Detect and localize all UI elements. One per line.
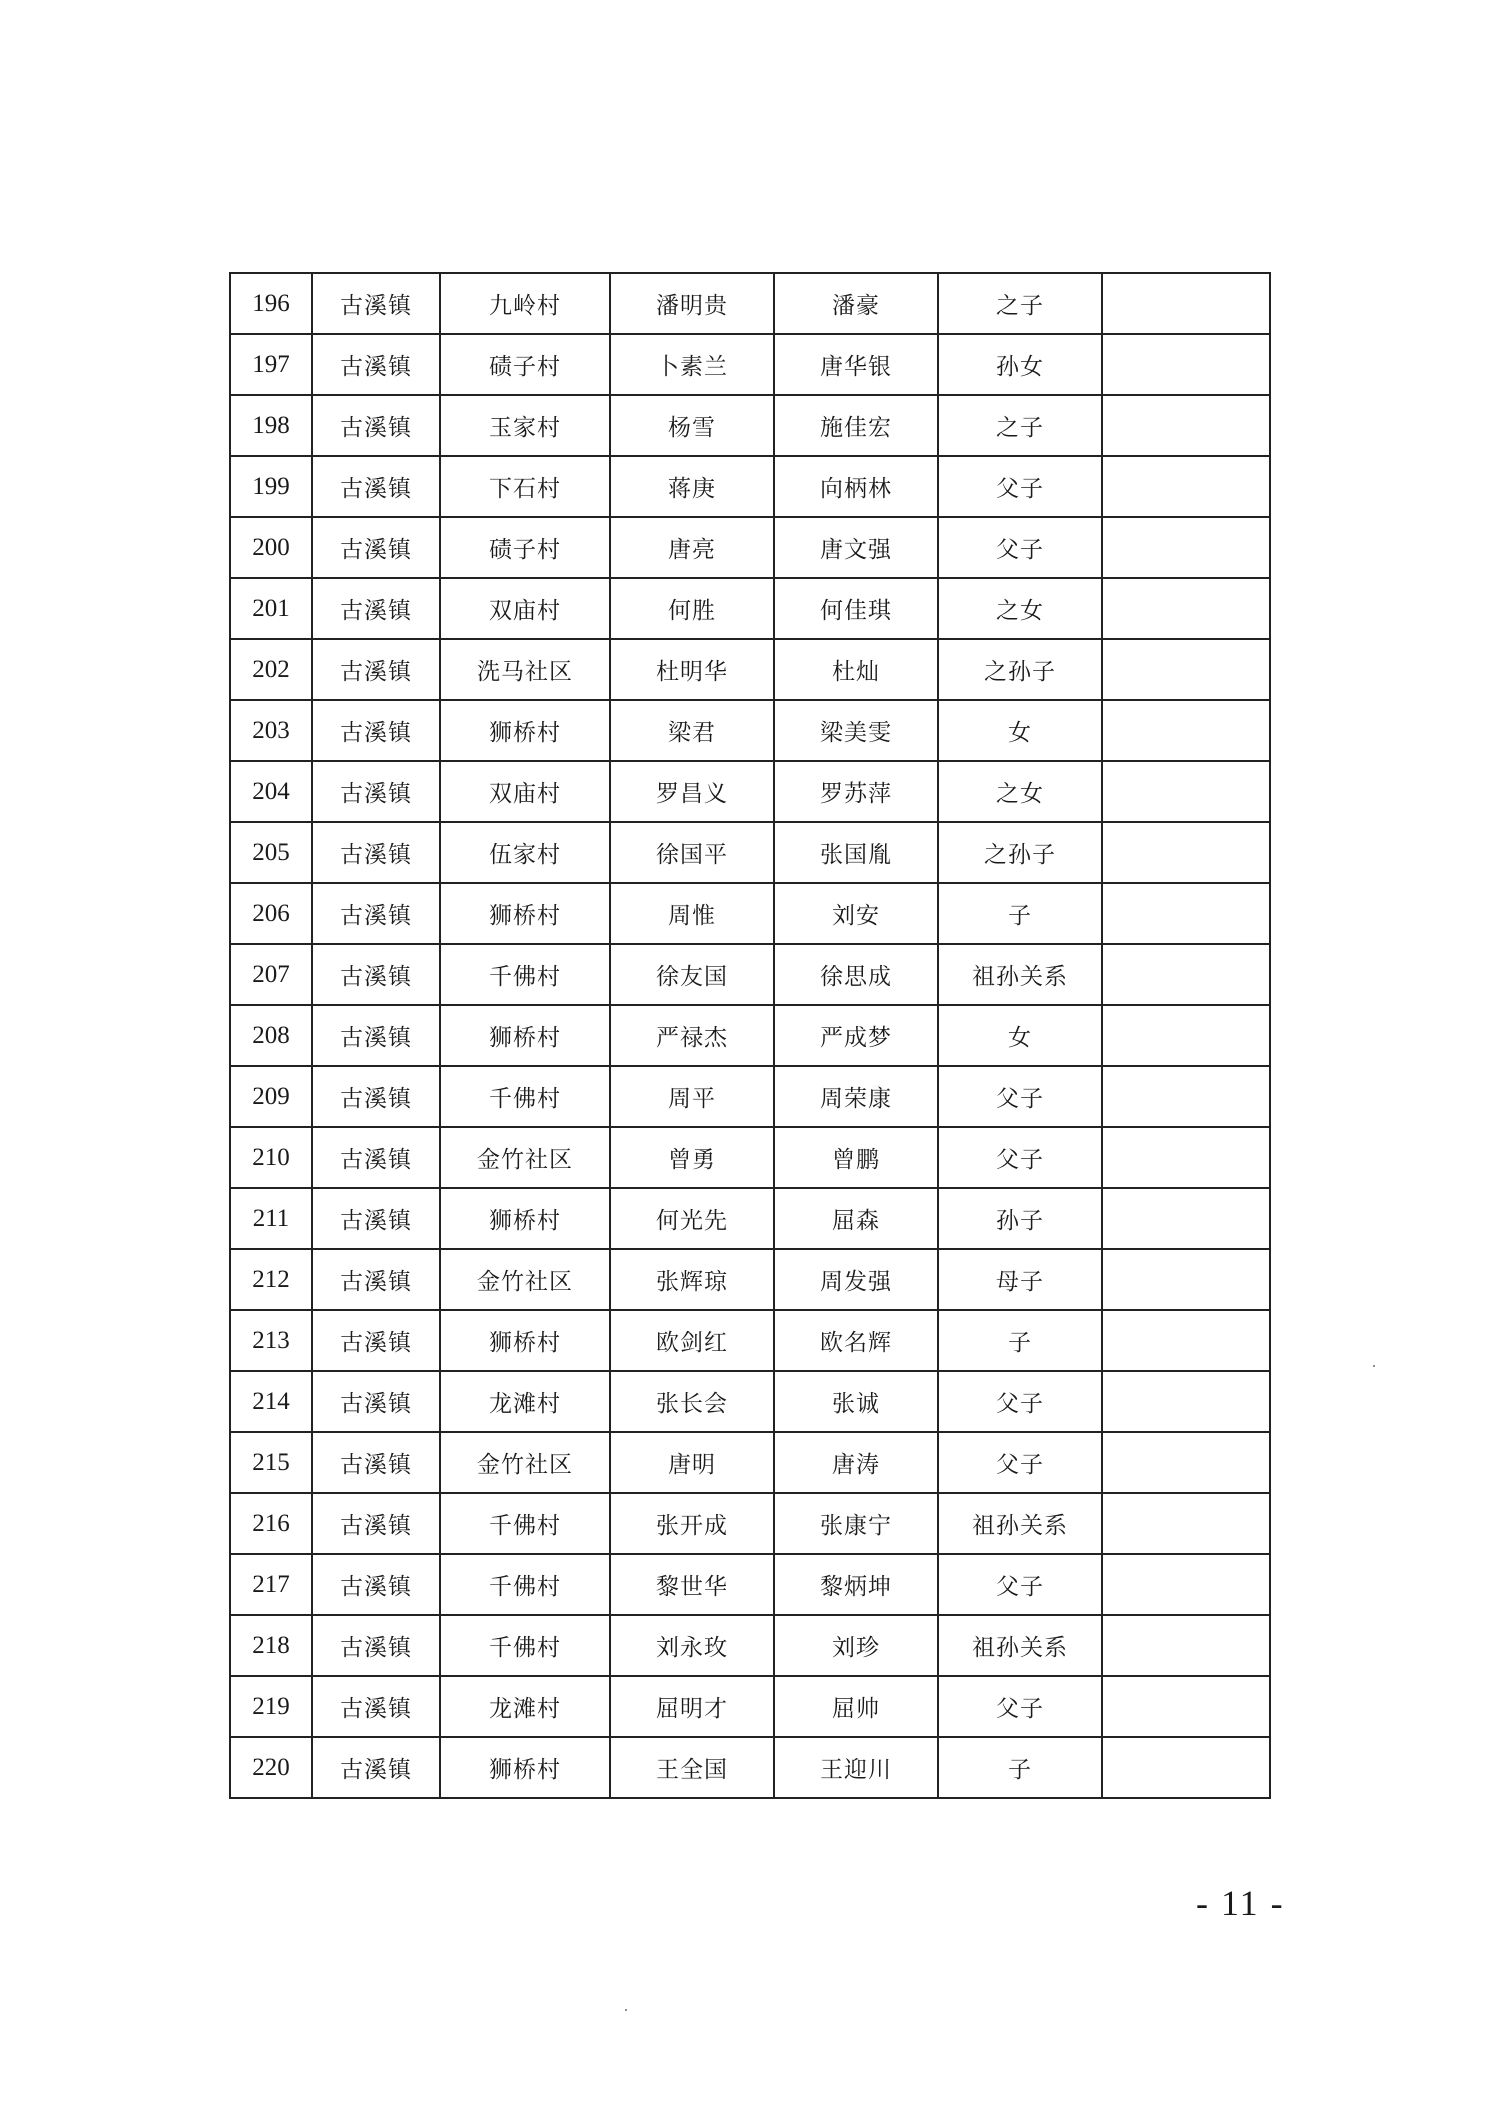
note-cell — [1102, 1615, 1270, 1676]
village-cell: 狮桥村 — [440, 700, 610, 761]
note-cell — [1102, 578, 1270, 639]
note-cell — [1102, 1554, 1270, 1615]
serial-number-cell: 198 — [230, 395, 312, 456]
relation-cell: 女 — [938, 700, 1102, 761]
serial-number-cell: 214 — [230, 1371, 312, 1432]
town-cell: 古溪镇 — [312, 1493, 440, 1554]
table-row — [230, 1432, 1270, 1493]
relative-name-cell: 屈帅 — [774, 1676, 938, 1737]
village-cell: 洗马社区 — [440, 639, 610, 700]
roster-table-body — [230, 273, 1270, 1798]
serial-number-cell: 213 — [230, 1310, 312, 1371]
table-row — [230, 1493, 1270, 1554]
village-cell: 碛子村 — [440, 334, 610, 395]
relative-name-cell: 徐思成 — [774, 944, 938, 1005]
person-name-cell: 潘明贵 — [610, 273, 774, 334]
table-row — [230, 1188, 1270, 1249]
relation-cell: 女 — [938, 1005, 1102, 1066]
roster-table-container — [229, 272, 1269, 1799]
table-row — [230, 1371, 1270, 1432]
village-cell: 狮桥村 — [440, 1737, 610, 1798]
person-name-cell: 曾勇 — [610, 1127, 774, 1188]
note-cell — [1102, 944, 1270, 1005]
relation-cell: 父子 — [938, 517, 1102, 578]
serial-number-cell: 212 — [230, 1249, 312, 1310]
town-cell: 古溪镇 — [312, 1554, 440, 1615]
note-cell — [1102, 517, 1270, 578]
relative-name-cell: 何佳琪 — [774, 578, 938, 639]
relative-name-cell: 严成梦 — [774, 1005, 938, 1066]
town-cell: 古溪镇 — [312, 1371, 440, 1432]
table-row — [230, 1676, 1270, 1737]
village-cell: 金竹社区 — [440, 1432, 610, 1493]
village-cell: 伍家村 — [440, 822, 610, 883]
village-cell: 龙滩村 — [440, 1676, 610, 1737]
relative-name-cell: 唐文强 — [774, 517, 938, 578]
relation-cell: 之子 — [938, 273, 1102, 334]
relative-name-cell: 张诚 — [774, 1371, 938, 1432]
relative-name-cell: 梁美雯 — [774, 700, 938, 761]
relative-name-cell: 黎炳坤 — [774, 1554, 938, 1615]
village-cell: 千佛村 — [440, 1493, 610, 1554]
note-cell — [1102, 273, 1270, 334]
person-name-cell: 卜素兰 — [610, 334, 774, 395]
relation-cell: 之女 — [938, 761, 1102, 822]
note-cell — [1102, 1371, 1270, 1432]
village-cell: 金竹社区 — [440, 1127, 610, 1188]
village-cell: 狮桥村 — [440, 1005, 610, 1066]
relative-name-cell: 唐涛 — [774, 1432, 938, 1493]
relative-name-cell: 刘安 — [774, 883, 938, 944]
table-row — [230, 761, 1270, 822]
village-cell: 千佛村 — [440, 1554, 610, 1615]
village-cell: 九岭村 — [440, 273, 610, 334]
town-cell: 古溪镇 — [312, 1127, 440, 1188]
relative-name-cell: 杜灿 — [774, 639, 938, 700]
person-name-cell: 何光先 — [610, 1188, 774, 1249]
note-cell — [1102, 456, 1270, 517]
town-cell: 古溪镇 — [312, 1737, 440, 1798]
note-cell — [1102, 1432, 1270, 1493]
note-cell — [1102, 1676, 1270, 1737]
note-cell — [1102, 395, 1270, 456]
note-cell — [1102, 334, 1270, 395]
serial-number-cell: 216 — [230, 1493, 312, 1554]
serial-number-cell: 215 — [230, 1432, 312, 1493]
relation-cell: 父子 — [938, 1554, 1102, 1615]
town-cell: 古溪镇 — [312, 700, 440, 761]
town-cell: 古溪镇 — [312, 1066, 440, 1127]
relative-name-cell: 周荣康 — [774, 1066, 938, 1127]
table-row — [230, 1310, 1270, 1371]
serial-number-cell: 219 — [230, 1676, 312, 1737]
person-name-cell: 杨雪 — [610, 395, 774, 456]
relative-name-cell: 周发强 — [774, 1249, 938, 1310]
person-name-cell: 唐明 — [610, 1432, 774, 1493]
serial-number-cell: 199 — [230, 456, 312, 517]
serial-number-cell: 220 — [230, 1737, 312, 1798]
serial-number-cell: 209 — [230, 1066, 312, 1127]
relation-cell: 子 — [938, 883, 1102, 944]
note-cell — [1102, 1493, 1270, 1554]
table-row — [230, 700, 1270, 761]
relation-cell: 父子 — [938, 1066, 1102, 1127]
town-cell: 古溪镇 — [312, 639, 440, 700]
table-row — [230, 883, 1270, 944]
serial-number-cell: 210 — [230, 1127, 312, 1188]
relation-cell: 之女 — [938, 578, 1102, 639]
table-row — [230, 578, 1270, 639]
serial-number-cell: 218 — [230, 1615, 312, 1676]
town-cell: 古溪镇 — [312, 1432, 440, 1493]
village-cell: 狮桥村 — [440, 1188, 610, 1249]
serial-number-cell: 207 — [230, 944, 312, 1005]
serial-number-cell: 204 — [230, 761, 312, 822]
table-row — [230, 395, 1270, 456]
town-cell: 古溪镇 — [312, 822, 440, 883]
table-row — [230, 1737, 1270, 1798]
serial-number-cell: 211 — [230, 1188, 312, 1249]
serial-number-cell: 205 — [230, 822, 312, 883]
village-cell: 千佛村 — [440, 944, 610, 1005]
table-row — [230, 1127, 1270, 1188]
person-name-cell: 唐亮 — [610, 517, 774, 578]
serial-number-cell: 201 — [230, 578, 312, 639]
relation-cell: 父子 — [938, 456, 1102, 517]
page-number: - 11 - — [1196, 1883, 1285, 1923]
table-row — [230, 1249, 1270, 1310]
person-name-cell: 黎世华 — [610, 1554, 774, 1615]
table-row — [230, 334, 1270, 395]
relation-cell: 父子 — [938, 1127, 1102, 1188]
scan-speck — [625, 2009, 627, 2011]
serial-number-cell: 217 — [230, 1554, 312, 1615]
person-name-cell: 徐国平 — [610, 822, 774, 883]
relative-name-cell: 曾鹏 — [774, 1127, 938, 1188]
relative-name-cell: 张康宁 — [774, 1493, 938, 1554]
scan-speck — [1373, 1365, 1375, 1367]
person-name-cell: 何胜 — [610, 578, 774, 639]
relative-name-cell: 潘豪 — [774, 273, 938, 334]
town-cell: 古溪镇 — [312, 1615, 440, 1676]
village-cell: 狮桥村 — [440, 883, 610, 944]
person-name-cell: 杜明华 — [610, 639, 774, 700]
person-name-cell: 周惟 — [610, 883, 774, 944]
person-name-cell: 蒋庚 — [610, 456, 774, 517]
village-cell: 龙滩村 — [440, 1371, 610, 1432]
relative-name-cell: 向柄林 — [774, 456, 938, 517]
serial-number-cell: 202 — [230, 639, 312, 700]
note-cell — [1102, 1249, 1270, 1310]
serial-number-cell: 203 — [230, 700, 312, 761]
person-name-cell: 罗昌义 — [610, 761, 774, 822]
person-name-cell: 张开成 — [610, 1493, 774, 1554]
serial-number-cell: 200 — [230, 517, 312, 578]
person-name-cell: 梁君 — [610, 700, 774, 761]
relation-cell: 子 — [938, 1737, 1102, 1798]
person-name-cell: 严禄杰 — [610, 1005, 774, 1066]
relation-cell: 之孙子 — [938, 639, 1102, 700]
village-cell: 千佛村 — [440, 1615, 610, 1676]
note-cell — [1102, 1310, 1270, 1371]
village-cell: 玉家村 — [440, 395, 610, 456]
note-cell — [1102, 1127, 1270, 1188]
relation-cell: 祖孙关系 — [938, 1615, 1102, 1676]
relation-cell: 父子 — [938, 1371, 1102, 1432]
person-name-cell: 刘永玫 — [610, 1615, 774, 1676]
note-cell — [1102, 1066, 1270, 1127]
town-cell: 古溪镇 — [312, 517, 440, 578]
relative-name-cell: 张国胤 — [774, 822, 938, 883]
town-cell: 古溪镇 — [312, 334, 440, 395]
relation-cell: 孙子 — [938, 1188, 1102, 1249]
village-cell: 下石村 — [440, 456, 610, 517]
relation-cell: 之子 — [938, 395, 1102, 456]
village-cell: 碛子村 — [440, 517, 610, 578]
person-name-cell: 屈明才 — [610, 1676, 774, 1737]
note-cell — [1102, 1737, 1270, 1798]
note-cell — [1102, 761, 1270, 822]
relation-cell: 母子 — [938, 1249, 1102, 1310]
town-cell: 古溪镇 — [312, 761, 440, 822]
village-cell: 狮桥村 — [440, 1310, 610, 1371]
village-cell: 双庙村 — [440, 761, 610, 822]
relative-name-cell: 罗苏萍 — [774, 761, 938, 822]
town-cell: 古溪镇 — [312, 1188, 440, 1249]
table-row — [230, 456, 1270, 517]
note-cell — [1102, 639, 1270, 700]
relative-name-cell: 欧名辉 — [774, 1310, 938, 1371]
town-cell: 古溪镇 — [312, 1310, 440, 1371]
relation-cell: 祖孙关系 — [938, 944, 1102, 1005]
relation-cell: 之孙子 — [938, 822, 1102, 883]
relative-name-cell: 施佳宏 — [774, 395, 938, 456]
note-cell — [1102, 822, 1270, 883]
town-cell: 古溪镇 — [312, 1249, 440, 1310]
relation-cell: 孙女 — [938, 334, 1102, 395]
village-cell: 双庙村 — [440, 578, 610, 639]
town-cell: 古溪镇 — [312, 883, 440, 944]
town-cell: 古溪镇 — [312, 273, 440, 334]
person-name-cell: 周平 — [610, 1066, 774, 1127]
table-row — [230, 1005, 1270, 1066]
village-cell: 千佛村 — [440, 1066, 610, 1127]
note-cell — [1102, 883, 1270, 944]
town-cell: 古溪镇 — [312, 1676, 440, 1737]
serial-number-cell: 206 — [230, 883, 312, 944]
town-cell: 古溪镇 — [312, 1005, 440, 1066]
roster-table — [229, 272, 1271, 1799]
town-cell: 古溪镇 — [312, 944, 440, 1005]
town-cell: 古溪镇 — [312, 395, 440, 456]
table-row — [230, 944, 1270, 1005]
note-cell — [1102, 700, 1270, 761]
person-name-cell: 张长会 — [610, 1371, 774, 1432]
note-cell — [1102, 1188, 1270, 1249]
table-row — [230, 639, 1270, 700]
relation-cell: 父子 — [938, 1432, 1102, 1493]
serial-number-cell: 197 — [230, 334, 312, 395]
relative-name-cell: 唐华银 — [774, 334, 938, 395]
person-name-cell: 王全国 — [610, 1737, 774, 1798]
village-cell: 金竹社区 — [440, 1249, 610, 1310]
town-cell: 古溪镇 — [312, 456, 440, 517]
relation-cell: 子 — [938, 1310, 1102, 1371]
relative-name-cell: 刘珍 — [774, 1615, 938, 1676]
table-row — [230, 1066, 1270, 1127]
table-row — [230, 1554, 1270, 1615]
note-cell — [1102, 1005, 1270, 1066]
town-cell: 古溪镇 — [312, 578, 440, 639]
serial-number-cell: 208 — [230, 1005, 312, 1066]
table-row — [230, 822, 1270, 883]
person-name-cell: 徐友国 — [610, 944, 774, 1005]
person-name-cell: 张辉琼 — [610, 1249, 774, 1310]
serial-number-cell: 196 — [230, 273, 312, 334]
table-row — [230, 1615, 1270, 1676]
relation-cell: 父子 — [938, 1676, 1102, 1737]
person-name-cell: 欧剑红 — [610, 1310, 774, 1371]
relation-cell: 祖孙关系 — [938, 1493, 1102, 1554]
table-row — [230, 273, 1270, 334]
relative-name-cell: 屈森 — [774, 1188, 938, 1249]
relative-name-cell: 王迎川 — [774, 1737, 938, 1798]
table-row — [230, 517, 1270, 578]
